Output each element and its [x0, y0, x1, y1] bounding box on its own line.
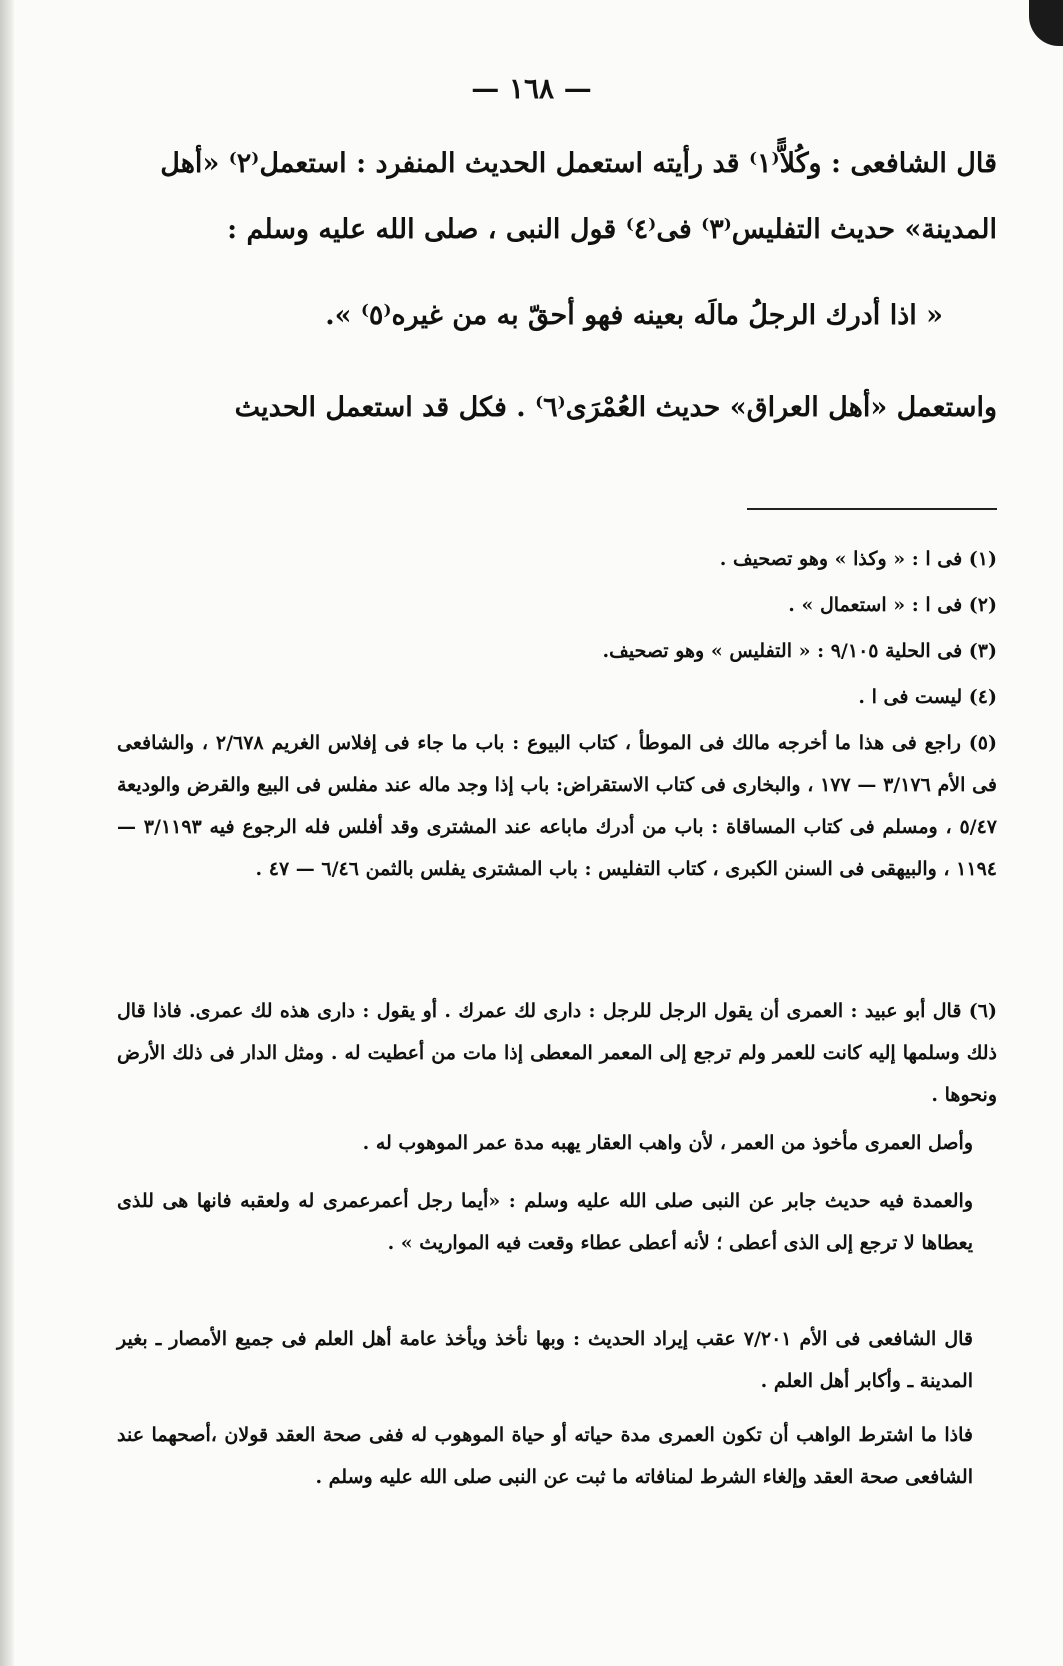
footnote-separator — [747, 508, 997, 510]
footnote-paragraph-1: وأصل العمرى مأخوذ من العمر ، لأن واهب العقار يهبه مدة عمر الموهوب له . — [362, 1132, 973, 1154]
footnote-6: (٦) قال أبو عبيد : العمرى أن يقول الرجل للرجل : دارى لك عمرك . أو يقول : دارى هذه لك عمرى. فاذا قال ذلك وسلمها إليه كانت للعمر ولم ترجع إلى المعمر المعطى إذا مات من أعطيت له . ومثل الدار فى ذلك الأرض ونحوها . — [117, 1000, 997, 1106]
scan-binding-shadow — [0, 0, 14, 1666]
footnote-1: (١) فى ا : « وكذا » وهو تصحيف . — [719, 548, 997, 570]
hadith-quote: « اذا أدرك الرجلُ مالَه بعينه فهو أحقّ به من غيره⁽٥⁾ ». — [325, 300, 943, 331]
main-text-line-2: المدينة» حديث التفليس⁽٣⁾ فى⁽٤⁾ قول النبى ، صلى الله عليه وسلم : — [227, 214, 997, 245]
main-text-line-1: قال الشافعى : وكُلاًّ⁽١⁾ قد رأيته استعمل الحديث المنفرد : استعمل⁽٢⁾ «أهل — [160, 148, 997, 179]
main-text-line-4: واستعمل «أهل العراق» حديث العُمْرَى⁽٦⁾ . فكل قد استعمل الحديث — [234, 392, 997, 423]
footnote-paragraph-2: والعمدة فيه حديث جابر عن النبى صلى الله عليه وسلم : «أيما رجل أعمرعمرى له ولعقبه فانها هى للذى يعطاها لا ترجع إلى الذى أعطى ؛ لأنه أعطى عطاء وقعت فيه المواريث » . — [117, 1190, 973, 1254]
footnote-5: (٥) راجع فى هذا ما أخرجه مالك فى الموطأ ، كتاب البيوع : باب ما جاء فى إفلاس الغريم ٢/٦٧٨ ، والشافعى فى الأم ٣/١٧٦ — ١٧٧ ، والبخارى فى كتاب الاستقراض: باب إذا وجد ماله عند مفلس فى البيع والقرض والوديعة ٥/٤٧ ، ومسلم فى كتاب المساقاة : باب من أدرك ماباعه عند المشترى وقد أفلس فله الرجوع فيه ٣/١١٩٣ — ١١٩٤ ، والبيهقى فى السنن الكبرى ، كتاب التفليس : باب المشترى يفلس بالثمن ٦/٤٦ — ٤٧ . — [117, 732, 997, 880]
footnote-2: (٢) فى ا : « استعمال » . — [788, 594, 997, 616]
footnote-3: (٣) فى الحلية ٩/١٠٥ : « التفليس » وهو تصحيف. — [602, 640, 997, 662]
footnote-paragraph-4: فاذا ما اشترط الواهب أن تكون العمرى مدة حياته أو حياة الموهوب له ففى صحة العقد قولان ،أصحهما عند الشافعى صحة العقد وإلغاء الشرط لمنافاته ما ثبت عن النبى صلى الله عليه وسلم . — [117, 1424, 973, 1488]
page-number: — ١٦٨ — — [471, 72, 592, 105]
footnote-4: (٤) ليست فى ا . — [858, 686, 997, 708]
scan-corner-mark — [1029, 0, 1063, 46]
footnote-paragraph-3: قال الشافعى فى الأم ٧/٢٠١ عقب إيراد الحديث : وبها نأخذ ويأخذ عامة أهل العلم فى جميع الأمصار ـ بغير المدينة ـ وأكابر أهل العلم . — [117, 1328, 973, 1392]
